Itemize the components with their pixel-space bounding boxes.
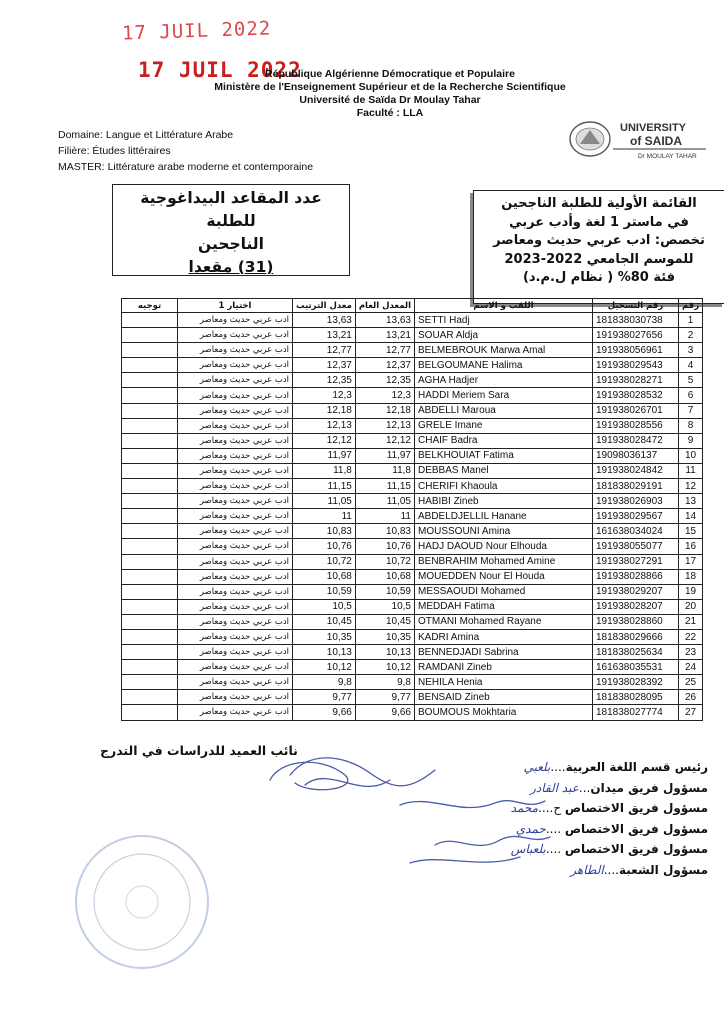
cell-avg-general: 9,8 [355,675,414,690]
cell-avg-rank: 12,35 [293,373,356,388]
cell-avg-rank: 10,45 [293,614,356,629]
cell-choice1: ادب عربي حديث ومعاصر [178,660,293,675]
signature-line [390,819,708,840]
cell-direction [122,463,178,478]
cell-avg-general: 12,13 [355,418,414,433]
cell-name: BENSAID Zineb [415,690,593,705]
cell-number: 4 [679,358,703,373]
cell-direction [122,479,178,494]
table-row [122,313,703,328]
cell-choice1: ادب عربي حديث ومعاصر [178,539,293,554]
signature-role: مسؤول فريق ميدان [590,780,708,795]
cell-direction [122,343,178,358]
cell-choice1: ادب عربي حديث ومعاصر [178,629,293,644]
cell-avg-general: 10,12 [355,660,414,675]
cell-choice1: ادب عربي حديث ومعاصر [178,675,293,690]
cell-name: BELGOUMANE Halima [415,358,593,373]
title-box [473,190,724,304]
signature-role: مسؤول الشعبة [619,862,708,877]
cell-avg-rank: 9,66 [293,705,356,720]
cell-avg-rank: 10,12 [293,660,356,675]
cell-choice1: ادب عربي حديث ومعاصر [178,509,293,524]
cell-avg-general: 10,83 [355,524,414,539]
table-row [122,373,703,388]
cell-avg-general: 12,3 [355,388,414,403]
cell-avg-general: 10,68 [355,569,414,584]
date-stamp-second: 17 JUIL 2022 [138,58,302,82]
signature-handwriting: عبد القادر [530,780,579,795]
signature-line [390,798,708,819]
table-row [122,660,703,675]
cell-direction [122,569,178,584]
cell-avg-rank: 12,37 [293,358,356,373]
header-line-2: Ministère de l'Enseignement Supérieur et de la Recherche Scientifique [214,81,566,93]
cell-choice1: ادب عربي حديث ومعاصر [178,599,293,614]
cell-avg-rank: 10,5 [293,599,356,614]
cell-name: HADJ DAOUD Nour Elhouda [415,539,593,554]
cell-direction [122,403,178,418]
cell-registration: 191938027291 [593,554,679,569]
cell-avg-general: 9,66 [355,705,414,720]
table-row [122,705,703,720]
cell-choice1: ادب عربي حديث ومعاصر [178,403,293,418]
cell-registration: 181838029191 [593,479,679,494]
cell-direction [122,554,178,569]
cell-avg-rank: 9,8 [293,675,356,690]
cell-registration: 191938027656 [593,328,679,343]
cell-registration: 181838029666 [593,629,679,644]
cell-direction [122,524,178,539]
cell-registration: 181838028095 [593,690,679,705]
cell-avg-general: 12,37 [355,358,414,373]
cell-registration: 191938028532 [593,388,679,403]
col-choice1: اختيار 1 [178,299,293,313]
cell-name: KADRI Amina [415,629,593,644]
cell-avg-general: 11,97 [355,448,414,463]
cell-avg-rank: 11,97 [293,448,356,463]
cell-number: 11 [679,463,703,478]
cell-choice1: ادب عربي حديث ومعاصر [178,388,293,403]
signatures-block [390,757,708,880]
cell-name: OTMANI Mohamed Rayane [415,614,593,629]
table-row [122,343,703,358]
cell-number: 15 [679,524,703,539]
table-row [122,524,703,539]
cell-direction [122,584,178,599]
cell-choice1: ادب عربي حديث ومعاصر [178,690,293,705]
cell-avg-general: 10,35 [355,629,414,644]
table-row [122,403,703,418]
cell-registration: 191938028392 [593,675,679,690]
table-row [122,448,703,463]
table-row [122,494,703,509]
cell-name: BELKHOUIAT Fatima [415,448,593,463]
title-line-5: فئة 80% ( نظام ل.م.د) [522,270,676,285]
cell-avg-general: 12,12 [355,433,414,448]
cell-direction [122,645,178,660]
col-name: اللقب و الاسم [415,299,593,313]
filiere-line: Filière: Études littéraires [58,145,171,157]
cell-registration: 161638034024 [593,524,679,539]
cell-registration: 191938026701 [593,403,679,418]
cell-name: GRELE Imane [415,418,593,433]
table-row [122,418,703,433]
cell-name: BENNEDJADI Sabrina [415,645,593,660]
cell-direction [122,448,178,463]
col-number: رقم [679,299,703,313]
cell-name: HADDI Meriem Sara [415,388,593,403]
cell-number: 20 [679,599,703,614]
cell-number: 27 [679,705,703,720]
table-row [122,629,703,644]
logo-text-sub: Dr MOULAY TAHAR [638,153,697,160]
table-row [122,509,703,524]
cell-number: 16 [679,539,703,554]
cell-number: 14 [679,509,703,524]
signature-dots: ... [578,780,591,795]
cell-avg-rank: 12,12 [293,433,356,448]
table-row [122,554,703,569]
cell-number: 3 [679,343,703,358]
cell-avg-general: 10,59 [355,584,414,599]
cell-direction [122,690,178,705]
cell-registration: 181838030738 [593,313,679,328]
cell-avg-rank: 11,05 [293,494,356,509]
cell-registration: 181838025634 [593,645,679,660]
cell-name: BOUMOUS Mokhtaria [415,705,593,720]
table-row [122,463,703,478]
master-line: MASTER: Littérature arabe moderne et contemporaine [58,161,314,173]
header-line-4: Faculté : LLA [356,107,424,119]
cell-avg-rank: 13,63 [293,313,356,328]
signature-dots: ح.... [538,801,565,815]
table-header-row [122,299,703,313]
cell-registration: 191938024842 [593,463,679,478]
cell-choice1: ادب عربي حديث ومعاصر [178,705,293,720]
title-line-1: القائمة الأولية للطلبة الناجحين [501,196,697,211]
table-row [122,599,703,614]
cell-number: 12 [679,479,703,494]
signature-handwriting: حمدي [515,821,546,836]
cell-direction [122,705,178,720]
cell-avg-general: 10,5 [355,599,414,614]
seats-line-2: الناجحين [198,235,264,253]
cell-direction [122,433,178,448]
signature-dots: .... [545,842,565,856]
cell-avg-general: 11,05 [355,494,414,509]
cell-direction [122,614,178,629]
cell-number: 22 [679,629,703,644]
cell-registration: 191938029207 [593,584,679,599]
cell-number: 19 [679,584,703,599]
title-line-4: للموسم الجامعي 2022-2023 [504,251,694,267]
domain-line: Domaine: Langue et Littérature Arabe [58,129,234,141]
cell-direction [122,358,178,373]
cell-registration: 181838027774 [593,705,679,720]
cell-name: MESSAOUDI Mohamed [415,584,593,599]
document-header [200,68,580,120]
header-line-1: République Algérienne Démocratique et Populaire [265,68,515,80]
cell-avg-general: 12,77 [355,343,414,358]
cell-registration: 191938029567 [593,509,679,524]
signature-line [390,778,708,799]
cell-name: SETTI Hadj [415,313,593,328]
signature-line [390,757,708,778]
cell-direction [122,509,178,524]
cell-number: 7 [679,403,703,418]
cell-number: 2 [679,328,703,343]
logo-text-saida: of SAIDA [630,134,682,148]
cell-choice1: ادب عربي حديث ومعاصر [178,463,293,478]
logo-text-university: UNIVERSITY [620,122,687,134]
cell-direction [122,313,178,328]
cell-name: MOUEDDEN Nour El Houda [415,569,593,584]
cell-direction [122,494,178,509]
seats-line-1: عدد المقاعد البيداغوجية للطلبة [140,189,322,230]
cell-name: AGHA Hadjer [415,373,593,388]
cell-avg-rank: 13,21 [293,328,356,343]
cell-avg-general: 13,21 [355,328,414,343]
table-body [122,313,703,721]
university-logo [568,118,708,160]
signature-handwriting: محمد [510,801,539,815]
cell-avg-rank: 10,13 [293,645,356,660]
cell-avg-general: 11,15 [355,479,414,494]
table-row [122,388,703,403]
cell-name: DEBBAS Manel [415,463,593,478]
cell-number: 18 [679,569,703,584]
cell-direction [122,539,178,554]
cell-avg-rank: 10,59 [293,584,356,599]
cell-registration: 191938028271 [593,373,679,388]
cell-number: 24 [679,660,703,675]
signature-line [390,839,708,860]
col-direction: توجيه [122,299,178,313]
cell-registration: 191938029543 [593,358,679,373]
cell-number: 6 [679,388,703,403]
signature-dots: .... [603,862,619,877]
cell-direction [122,328,178,343]
signature-dots: .... [550,760,566,774]
signature-role: رئيس قسم اللغة العربية [565,760,708,774]
cell-choice1: ادب عربي حديث ومعاصر [178,584,293,599]
cell-direction [122,373,178,388]
cell-name: MEDDAH Fatima [415,599,593,614]
cell-number: 10 [679,448,703,463]
title-line-3: تخصص: ادب عربي حديث ومعاصر [493,233,705,248]
cell-registration: 19098036137 [593,448,679,463]
cell-direction [122,599,178,614]
results-table [121,298,703,721]
cell-direction [122,418,178,433]
cell-avg-general: 10,13 [355,645,414,660]
col-avg-rank: معدل الترتيب [293,299,356,313]
cell-choice1: ادب عربي حديث ومعاصر [178,645,293,660]
cell-choice1: ادب عربي حديث ومعاصر [178,343,293,358]
col-avg-general: المعدل العام [355,299,414,313]
signature-handwriting: بلعباس [510,842,546,856]
cell-avg-general: 10,76 [355,539,414,554]
cell-avg-rank: 11,8 [293,463,356,478]
cell-avg-general: 11 [355,509,414,524]
cell-registration: 191938028207 [593,599,679,614]
cell-choice1: ادب عربي حديث ومعاصر [178,433,293,448]
signature-dots: .... [545,821,565,836]
cell-number: 17 [679,554,703,569]
cell-name: SOUAR Aldja [415,328,593,343]
cell-number: 13 [679,494,703,509]
table-row [122,584,703,599]
cell-registration: 191938055077 [593,539,679,554]
cell-name: RAMDANI Zineb [415,660,593,675]
cell-number: 5 [679,373,703,388]
cell-avg-general: 10,45 [355,614,414,629]
cell-avg-rank: 12,13 [293,418,356,433]
cell-choice1: ادب عربي حديث ومعاصر [178,328,293,343]
seats-box [112,184,350,276]
cell-name: CHERIFI Khaoula [415,479,593,494]
cell-avg-rank: 10,72 [293,554,356,569]
cell-name: NEHILA Henia [415,675,593,690]
table-row [122,645,703,660]
table-row [122,328,703,343]
cell-avg-general: 13,63 [355,313,414,328]
title-line-2: في ماستر 1 لغة وأدب عربي [509,214,689,230]
cell-choice1: ادب عربي حديث ومعاصر [178,524,293,539]
vice-dean-label: نائب العميد للدراسات في التدرج [100,743,298,758]
cell-number: 9 [679,433,703,448]
table-row [122,358,703,373]
cell-avg-general: 10,72 [355,554,414,569]
signature-role: مسؤول فريق الاختصاص [564,801,708,815]
signature-line [390,860,708,881]
cell-name: ABDELDJELLIL Hanane [415,509,593,524]
cell-avg-general: 9,77 [355,690,414,705]
signature-handwriting: بلعبي [523,760,551,774]
cell-choice1: ادب عربي حديث ومعاصر [178,494,293,509]
cell-avg-rank: 12,77 [293,343,356,358]
cell-avg-rank: 11,15 [293,479,356,494]
cell-registration: 191938028472 [593,433,679,448]
cell-number: 1 [679,313,703,328]
cell-choice1: ادب عربي حديث ومعاصر [178,569,293,584]
cell-avg-general: 11,8 [355,463,414,478]
cell-name: MOUSSOUNI Amina [415,524,593,539]
col-registration: رقم التسجيل [593,299,679,313]
cell-choice1: ادب عربي حديث ومعاصر [178,313,293,328]
cell-choice1: ادب عربي حديث ومعاصر [178,373,293,388]
table-row [122,690,703,705]
cell-registration: 191938026903 [593,494,679,509]
cell-avg-rank: 11 [293,509,356,524]
cell-registration: 191938028556 [593,418,679,433]
cell-direction [122,388,178,403]
table-row [122,569,703,584]
table-row [122,479,703,494]
cell-registration: 191938056961 [593,343,679,358]
seats-count: (31) مقعدا [188,258,274,276]
cell-name: HABIBI Zineb [415,494,593,509]
cell-name: BENBRAHIM Mohamed Amine [415,554,593,569]
signature-handwriting: الطاهر [570,862,604,877]
table-row [122,614,703,629]
table-row [122,675,703,690]
cell-registration: 161638035531 [593,660,679,675]
cell-number: 23 [679,645,703,660]
cell-avg-general: 12,18 [355,403,414,418]
cell-choice1: ادب عربي حديث ومعاصر [178,418,293,433]
cell-name: ABDELLI Maroua [415,403,593,418]
date-stamp-top: 17 JUIL 2022 [121,17,272,45]
cell-avg-rank: 10,68 [293,569,356,584]
cell-choice1: ادب عربي حديث ومعاصر [178,614,293,629]
cell-avg-rank: 10,83 [293,524,356,539]
signature-role: مسؤول فريق الاختصاص [564,821,708,836]
cell-name: CHAIF Badra [415,433,593,448]
cell-number: 8 [679,418,703,433]
cell-avg-rank: 9,77 [293,690,356,705]
cell-direction [122,675,178,690]
cell-choice1: ادب عربي حديث ومعاصر [178,554,293,569]
cell-number: 26 [679,690,703,705]
table-row [122,433,703,448]
table-row [122,539,703,554]
cell-number: 21 [679,614,703,629]
official-round-stamp [72,832,212,972]
cell-name: BELMEBROUK Marwa Amal [415,343,593,358]
cell-choice1: ادب عربي حديث ومعاصر [178,479,293,494]
cell-number: 25 [679,675,703,690]
signature-role: مسؤول فريق الاختصاص [564,842,708,856]
cell-direction [122,660,178,675]
cell-avg-general: 12,35 [355,373,414,388]
cell-registration: 191938028860 [593,614,679,629]
cell-avg-rank: 12,18 [293,403,356,418]
cell-avg-rank: 12,3 [293,388,356,403]
cell-choice1: ادب عربي حديث ومعاصر [178,358,293,373]
cell-direction [122,629,178,644]
cell-choice1: ادب عربي حديث ومعاصر [178,448,293,463]
cell-avg-rank: 10,76 [293,539,356,554]
header-line-3: Université de Saïda Dr Moulay Tahar [299,94,481,106]
cell-registration: 191938028866 [593,569,679,584]
cell-avg-rank: 10,35 [293,629,356,644]
